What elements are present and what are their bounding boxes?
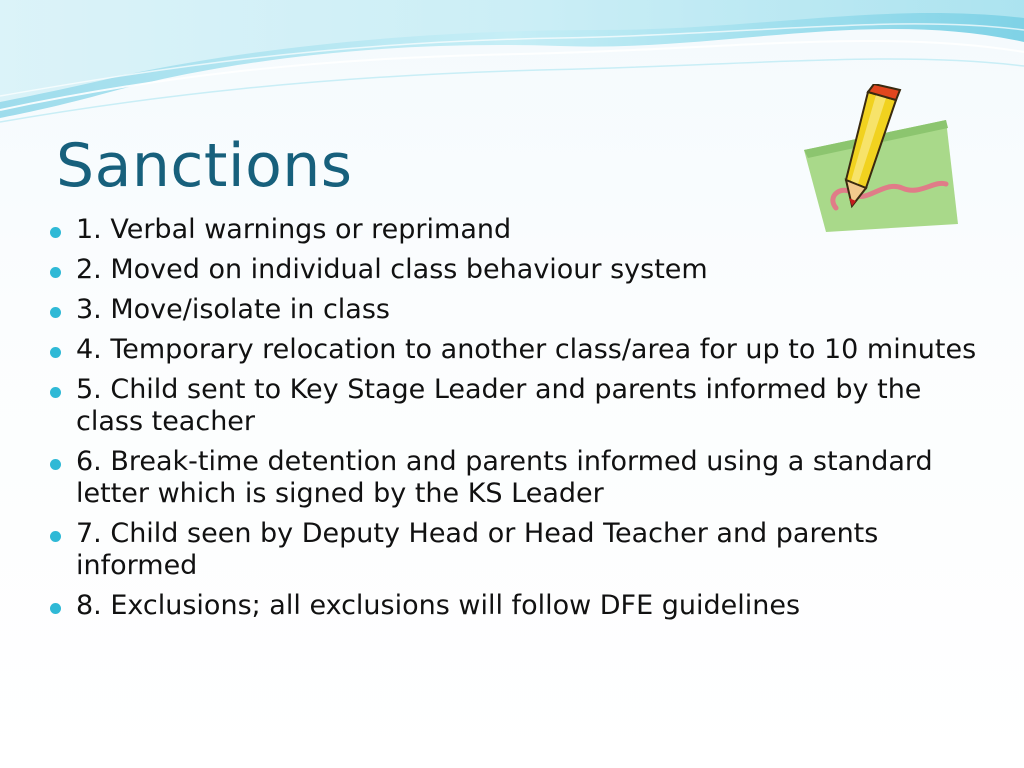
bullet-dot-icon: [50, 531, 61, 542]
bullet-dot-icon: [50, 347, 61, 358]
bullet-dot-icon: [50, 267, 61, 278]
list-item: [48, 590, 978, 622]
bullet-dot-icon: [50, 307, 61, 318]
list-item-text: 1. Verbal warnings or reprimand: [76, 214, 512, 245]
bullet-dot-icon: [50, 227, 61, 238]
list-item-text: 7. Child seen by Deputy Head or Head Teacher and parents informed: [76, 518, 879, 581]
list-item-text: 4. Temporary relocation to another class/area for up to 10 minutes: [76, 334, 977, 365]
list-item: [48, 254, 978, 286]
sanctions-list: [48, 214, 978, 630]
list-item-text: 5. Child sent to Key Stage Leader and parents informed by the class teacher: [76, 374, 922, 437]
list-item: [48, 518, 978, 582]
list-item: [48, 334, 978, 366]
list-item: [48, 294, 978, 326]
list-item: [48, 214, 978, 246]
list-item: [48, 446, 978, 510]
list-item-text: 3. Move/isolate in class: [76, 294, 390, 325]
bullet-dot-icon: [50, 459, 61, 470]
list-item-text: 8. Exclusions; all exclusions will follow DFE guidelines: [76, 590, 801, 621]
bullet-dot-icon: [50, 603, 61, 614]
list-item: [48, 374, 978, 438]
bullet-dot-icon: [50, 387, 61, 398]
slide-title: Sanctions: [56, 131, 353, 201]
list-item-text: 2. Moved on individual class behaviour system: [76, 254, 708, 285]
list-item-text: 6. Break-time detention and parents informed using a standard letter which is signed by the KS Leader: [76, 446, 933, 509]
